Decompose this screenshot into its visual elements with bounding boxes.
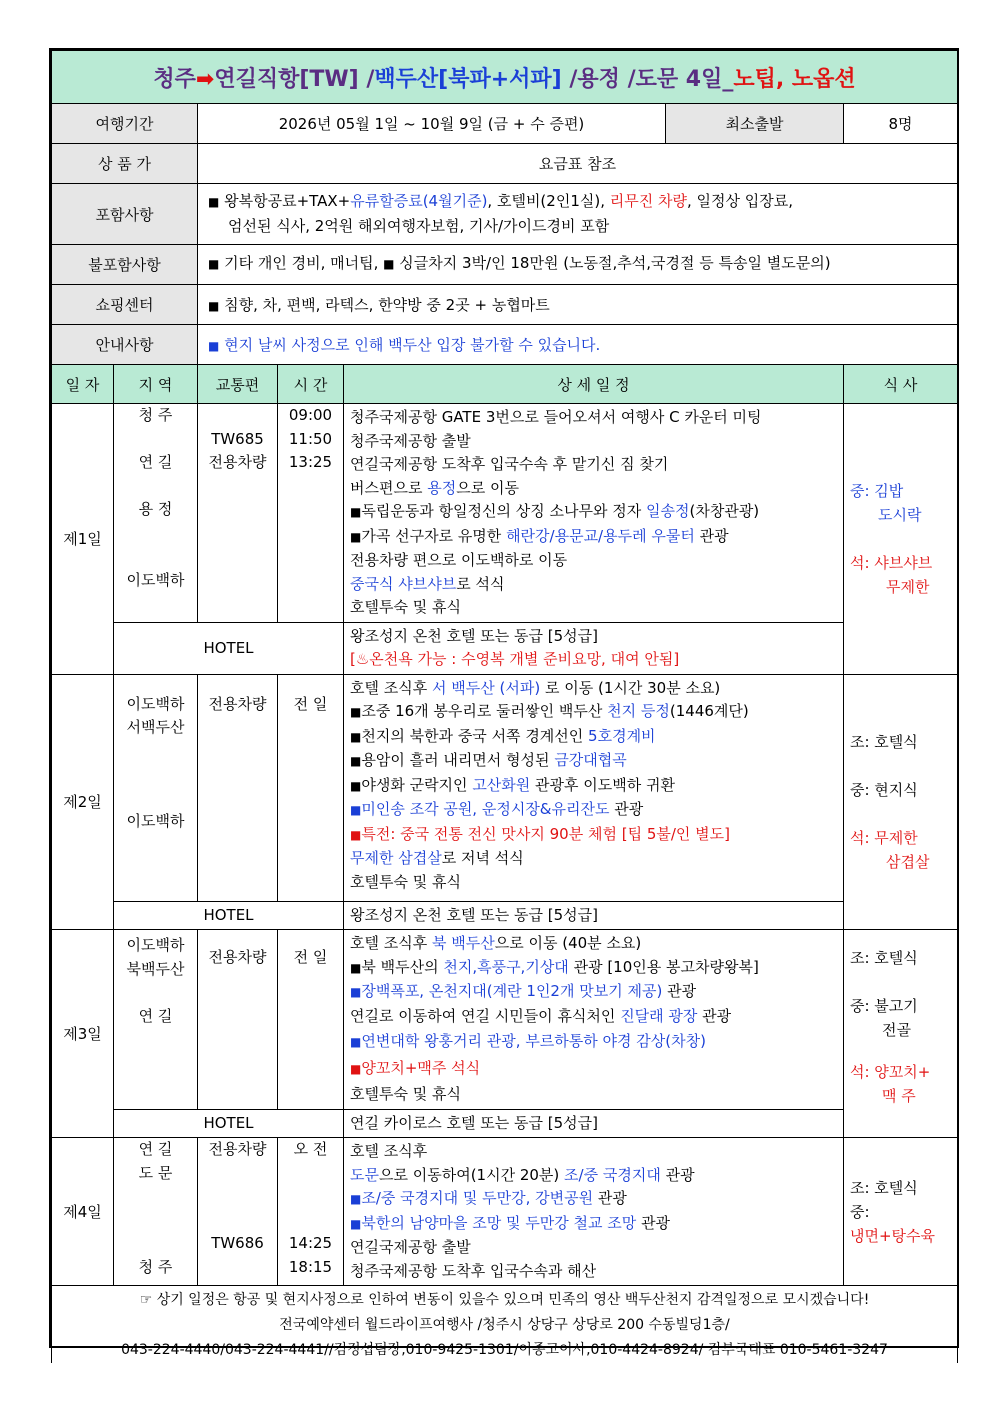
bullet-icon: ■: [350, 529, 362, 544]
header-meal: 식 사: [844, 365, 958, 404]
bullet-icon: ■: [350, 803, 362, 817]
shopping-row: [52, 285, 958, 325]
shopping-value: ■ 침향, 차, 편백, 라텍스, 한약방 중 2곳 + 농협마트: [198, 285, 958, 325]
bullet-icon: ■: [350, 505, 362, 519]
day1-row: [52, 404, 958, 623]
period-row: [52, 104, 958, 144]
footer-row: [52, 1286, 958, 1364]
day1-hotel-label: HOTEL: [114, 622, 344, 674]
bullet-icon: ■: [208, 257, 220, 272]
header-detail: 상 세 일 정: [344, 365, 844, 404]
excluded-label: 불포함사항: [52, 245, 198, 285]
day2-transport: 전용차량: [198, 674, 278, 901]
bullet-icon: ■: [350, 1035, 362, 1049]
day1-hotel: 왕조성지 온천 호텔 또는 동급 [5성급] [♨온천욕 가능 : 수영복 개별 준비요망, 대여 안됨]: [344, 622, 844, 674]
day4-times: 오 전 14:25 18:15: [278, 1138, 344, 1286]
day3-meals: 조: 호텔식 중: 불고기 전골 석: 양꼬치+ 맥 주: [844, 930, 958, 1138]
day4-meals: 조: 호텔식 중: 냉면+탕수육: [844, 1138, 958, 1286]
day4-transport: 전용차량 TW686: [198, 1138, 278, 1286]
bullet-icon: ■: [350, 705, 362, 719]
footer-note: ☞ 상기 일정은 항공 및 현지사정으로 인하여 변동이 있을수 있으며 민족의 영산 백두산천지 감격일정으로 모시겠습니다!: [139, 1292, 870, 1308]
bullet-icon: ■: [383, 257, 395, 272]
day3-label: 제3일: [52, 930, 114, 1138]
day2-time: 전 일: [278, 674, 344, 901]
day3-hotel: 연길 카이로스 호텔 또는 동급 [5성급]: [344, 1109, 844, 1138]
header-time: 시 간: [278, 365, 344, 404]
day3-hotel-row: [52, 1109, 958, 1138]
notice-value: ■ 현지 날씨 사정으로 인해 백두산 입장 불가할 수 있습니다.: [198, 325, 958, 365]
bullet-icon: ■: [350, 1061, 362, 1076]
bullet-icon: ■: [350, 960, 362, 975]
day1-times: 09:00 11:50 13:25: [278, 404, 344, 623]
header-transport: 교통편: [198, 365, 278, 404]
bullet-icon: ■: [350, 1216, 362, 1231]
day3-time: 전 일: [278, 930, 344, 1110]
arrow-icon: ➡: [195, 66, 215, 92]
bullet-icon: ■: [350, 1192, 362, 1206]
title-row: [52, 51, 958, 104]
day3-transport: 전용차량: [198, 930, 278, 1110]
excluded-value: ■ 기타 개인 경비, 매너팁, ■ 싱글차지 3박/인 18만원 (노동절,추석,국경절 등 특송일 별도문의): [198, 245, 958, 285]
bullet-icon: ■: [208, 299, 220, 313]
day1-regions: 청 주 연 길 용 정 이도백하: [114, 404, 198, 623]
day2-regions: 이도백하 서백두산 이도백하: [114, 674, 198, 901]
footer-contacts: 043-224-4440/043-224-4441//김정섭팀장,010-9425-1301/이종고이사,010-4424-8924/ 김부국대표 010-5461-3247: [121, 1342, 888, 1358]
schedule-header-row: [52, 365, 958, 404]
min-departure-value: 8명: [844, 104, 958, 144]
day1-hotel-row: [52, 622, 958, 674]
footer: [52, 1286, 958, 1364]
day2-label: 제2일: [52, 674, 114, 930]
day2-row: [52, 674, 958, 901]
day4-row: [52, 1138, 958, 1286]
day2-meals: 조: 호텔식 중: 현지식 석: 무제한 삼겹살: [844, 674, 958, 930]
bullet-icon: ■: [350, 729, 362, 744]
day1-meals: 중: 김밥 도시락 석: 샤브샤브 무제한: [844, 404, 958, 675]
excluded-row: [52, 245, 958, 285]
day3-regions: 이도백하 북백두산 연 길: [114, 930, 198, 1110]
price-value: 요금표 참조: [198, 144, 958, 184]
notice-row: [52, 325, 958, 365]
period-label: 여행기간: [52, 104, 198, 144]
header-region: 지 역: [114, 365, 198, 404]
price-label: 상 품 가: [52, 144, 198, 184]
notice-label: 안내사항: [52, 325, 198, 365]
document-title: 청주➡연길직항[TW] /백두산[북파+서파] /용정 /도문 4일_노팁, 노옵션: [52, 51, 958, 104]
footer-address: 전국예약센터 월드라이프여행사 /청주시 상당구 상당로 200 수동빌딩1층/: [279, 1317, 730, 1333]
bullet-icon: ■: [208, 339, 220, 353]
day3-details: 호텔 조식후 북 백두산으로 이동 (40분 소요) ■북 백두산의 천지,흑풍구,기상대 관광 [10인용 봉고차량왕복] ■장백폭포, 온천지대(계란 1인2개 맛보기 제공) 관광 연길로 이동하여 연길 시민들이 휴식처인 진달래 광장 관광 ■연변대학 왕훙거리 관광, 부르하통하 야경 감상(차창) ■양꼬치+맥주 석식 호텔투숙 및 휴식: [344, 930, 844, 1110]
shopping-label: 쇼핑센터: [52, 285, 198, 325]
bullet-icon: ■: [350, 778, 362, 793]
day2-hotel-row: [52, 901, 958, 930]
included-label: 포함사항: [52, 184, 198, 245]
itinerary-document: [49, 48, 959, 1358]
day4-details: 호텔 조식후 도문으로 이동하여(1시간 20분) 조/중 국경지대 관광 ■조/중 국경지대 및 두만강, 강변공원 관광 ■북한의 남양마을 조망 및 두만강 철교 조망 관광 연길국제공항 출발 청주국제공항 도착후 입국수속과 해산: [344, 1138, 844, 1286]
min-departure-label: 최소출발: [666, 104, 844, 144]
day1-label: 제1일: [52, 404, 114, 675]
day3-row: [52, 930, 958, 1110]
bullet-icon: ■: [350, 827, 362, 842]
day3-hotel-label: HOTEL: [114, 1109, 344, 1138]
day2-hotel-label: HOTEL: [114, 901, 344, 930]
included-row: [52, 184, 958, 245]
itinerary-table: [51, 50, 958, 1363]
day2-hotel: 왕조성지 온천 호텔 또는 동급 [5성급]: [344, 901, 844, 930]
period-value: 2026년 05월 1일 ~ 10월 9일 (금 + 수 증편): [198, 104, 666, 144]
day2-details: 호텔 조식후 서 백두산 (서파) 로 이동 (1시간 30분 소요) ■조중 16개 봉우리로 둘러쌓인 백두산 천지 등정(1446계단) ■천지의 북한과 중국 서쪽 경계선인 5호경계비 ■용암이 흘러 내리면서 형성된 금강대협곡 ■야생화 군락지인 고산화원 관광후 이도백하 귀환 ■미인송 조각 공원, 운정시장&유리잔도 관광 ■특전: 중국 전통 전신 맛사지 90분 체험 [팁 5불/인 별도] 무제한 삼겹살로 저녁 석식 호텔투숙 및 휴식: [344, 674, 844, 901]
bullet-icon: ■: [350, 754, 362, 768]
bullet-icon: ■: [350, 985, 362, 999]
price-row: [52, 144, 958, 184]
day1-details: 청주국제공항 GATE 3번으로 들어오셔서 여행사 C 카운터 미팅 청주국제공항 출발 연길국제공항 도착후 입국수속 후 맡기신 짐 찾기 버스편으로 용정으로 이동 ■독립운동과 항일정신의 상징 소나무와 정자 일송정(차창관광) ■가곡 선구자로 유명한 해란강/용문교/용두레 우물터 관광 전용차량 편으로 이도백하로 이동 중국식 샤브샤브로 석식 호텔투숙 및 휴식: [344, 404, 844, 623]
header-day: 일 자: [52, 365, 114, 404]
bullet-icon: ■: [208, 195, 220, 209]
day4-regions: 연 길 도 문 청 주: [114, 1138, 198, 1286]
day4-label: 제4일: [52, 1138, 114, 1286]
included-value: ■ 왕복항공료+TAX+유류할증료(4월기준), 호텔비(2인1실), 리무진 차량, 일정상 입장료, 엄선된 식사, 2억원 해외여행자보험, 기사/가이드경비 포함: [198, 184, 958, 245]
day1-transport: TW685 전용차량: [198, 404, 278, 623]
